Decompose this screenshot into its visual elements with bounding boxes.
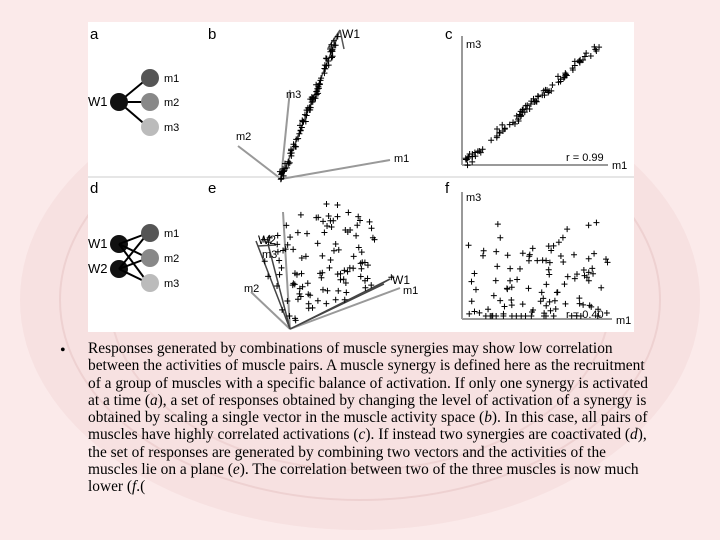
scatter-marker bbox=[298, 212, 304, 218]
scatter-marker bbox=[298, 128, 304, 134]
scatter-marker bbox=[497, 298, 503, 304]
axis-label-m1: m1 bbox=[403, 285, 419, 297]
scatter-marker bbox=[324, 288, 330, 294]
scatter-marker bbox=[565, 274, 571, 280]
scatter-marker bbox=[576, 295, 582, 301]
scatter-marker bbox=[605, 259, 611, 265]
scatter-marker bbox=[287, 234, 293, 240]
panel-a bbox=[110, 69, 159, 136]
scatter-marker bbox=[494, 263, 500, 269]
scatter-marker bbox=[336, 247, 342, 253]
scatter-marker bbox=[505, 252, 511, 258]
scatter-marker bbox=[603, 256, 609, 262]
scatter-marker bbox=[501, 303, 507, 309]
scatter-marker bbox=[324, 223, 330, 229]
synergy-node-w1 bbox=[110, 93, 128, 111]
scatter-marker bbox=[469, 298, 475, 304]
scatter-marker bbox=[359, 249, 365, 255]
correlation-value: r = 0.99 bbox=[566, 152, 604, 164]
scatter-marker bbox=[298, 294, 304, 300]
caption-ref-f: f bbox=[132, 478, 137, 496]
scatter-marker bbox=[471, 271, 477, 277]
scatter-marker bbox=[320, 218, 326, 224]
scatter-marker bbox=[369, 225, 375, 231]
caption-text: ). If instead two synergies are coactivated ( bbox=[365, 426, 631, 444]
scatter-marker bbox=[304, 231, 310, 237]
caption-ref-b: b bbox=[484, 409, 492, 427]
scatter-marker bbox=[598, 285, 604, 291]
axis-label-m3: m3 bbox=[466, 192, 482, 204]
scatter-marker bbox=[526, 285, 532, 291]
scatter-marker bbox=[315, 240, 321, 246]
panel-b-axes bbox=[238, 90, 390, 179]
muscle-node-m1 bbox=[141, 69, 159, 87]
scatter-marker bbox=[358, 274, 364, 280]
caption-text: .( bbox=[136, 478, 146, 496]
scatter-marker bbox=[549, 82, 555, 88]
scatter-marker bbox=[493, 249, 499, 255]
scatter-marker bbox=[306, 301, 312, 307]
scatter-marker bbox=[564, 226, 570, 232]
scatter-marker bbox=[296, 131, 302, 137]
axis-label-m1: m1 bbox=[616, 315, 632, 327]
scatter-marker bbox=[351, 253, 357, 259]
node-label-w2: W2 bbox=[88, 261, 108, 276]
scatter-marker bbox=[335, 214, 341, 220]
scatter-marker bbox=[495, 221, 501, 227]
scatter-marker bbox=[508, 297, 514, 303]
node-label-m2: m2 bbox=[164, 97, 180, 109]
axis-label-m3: m3 bbox=[286, 89, 302, 101]
scatter-marker bbox=[362, 259, 368, 265]
scatter-marker bbox=[350, 265, 356, 271]
scatter-marker bbox=[326, 265, 332, 271]
scatter-marker bbox=[466, 311, 472, 317]
figure-canvas bbox=[88, 22, 634, 332]
muscle-node-m1 bbox=[141, 224, 159, 242]
scatter-marker bbox=[586, 256, 592, 262]
muscle-node-m3 bbox=[141, 274, 159, 292]
scatter-marker bbox=[334, 202, 340, 208]
scatter-marker bbox=[586, 222, 592, 228]
scatter-marker bbox=[353, 233, 359, 239]
scatter-marker bbox=[279, 265, 285, 271]
scatter-marker bbox=[296, 291, 302, 297]
scatter-marker bbox=[588, 53, 594, 59]
scatter-marker bbox=[354, 222, 360, 228]
scatter-marker bbox=[356, 245, 362, 251]
scatter-marker bbox=[543, 281, 549, 287]
scatter-marker bbox=[331, 248, 337, 254]
scatter-marker bbox=[558, 253, 564, 259]
panel-label-a: a bbox=[90, 26, 99, 43]
vector-label-w2: W2 bbox=[258, 233, 276, 247]
axis-label-m2: m2 bbox=[236, 131, 252, 143]
scatter-marker bbox=[530, 245, 536, 251]
scatter-marker bbox=[560, 235, 566, 241]
scatter-marker bbox=[555, 289, 561, 295]
scatter-marker bbox=[337, 277, 343, 283]
scatter-marker bbox=[520, 301, 526, 307]
panel-b-points bbox=[277, 34, 341, 183]
scatter-marker bbox=[345, 210, 351, 216]
scatter-marker bbox=[367, 219, 373, 225]
scatter-marker bbox=[485, 306, 491, 312]
node-label-w1: W1 bbox=[88, 236, 108, 251]
scatter-marker bbox=[507, 278, 513, 284]
scatter-marker bbox=[277, 272, 283, 278]
caption-text: ), a set of responses obtained by changing the level of activation of a synergy is obtained by scaling a single vector in the muscle activity space ( bbox=[88, 391, 647, 427]
scatter-marker bbox=[514, 276, 520, 282]
scatter-marker bbox=[328, 257, 334, 263]
scatter-marker bbox=[323, 201, 329, 207]
node-label-w1: W1 bbox=[88, 94, 108, 109]
scatter-marker bbox=[517, 266, 523, 272]
figure-caption bbox=[88, 340, 648, 496]
correlation-value: r = 0.40 bbox=[566, 309, 604, 321]
scatter-marker bbox=[476, 310, 482, 316]
scatter-marker bbox=[320, 287, 326, 293]
scatter-marker bbox=[469, 159, 475, 165]
node-label-m3: m3 bbox=[164, 278, 180, 290]
caption-ref-c: c bbox=[358, 426, 366, 444]
scatter-marker bbox=[590, 271, 596, 277]
muscle-node-m3 bbox=[141, 118, 159, 136]
node-label-m2: m2 bbox=[164, 253, 180, 265]
node-label-m3: m3 bbox=[164, 122, 180, 134]
scatter-marker bbox=[321, 229, 327, 235]
muscle-node-m2 bbox=[141, 249, 159, 267]
scatter-marker bbox=[471, 308, 477, 314]
caption-text: ). The correlation between two of the three muscles is now much lower ( bbox=[88, 461, 639, 496]
synergy-figure bbox=[88, 22, 634, 332]
panel-label-b: b bbox=[208, 26, 217, 43]
panel-d bbox=[110, 224, 159, 292]
scatter-marker bbox=[546, 267, 552, 273]
scatter-marker bbox=[561, 281, 567, 287]
panel-c-points bbox=[463, 44, 602, 168]
scatter-marker bbox=[335, 34, 341, 40]
caption-text: Responses generated by combinations of muscle synergies may show low correlation between the activities of muscle pairs. A muscle synergy is defined here as the recruitment of a group of muscles with a specific balance of activation. If only one synergy is activated at a time ( bbox=[88, 340, 649, 409]
scatter-marker bbox=[358, 266, 364, 272]
scatter-marker bbox=[323, 301, 329, 307]
axis-label-m2: m2 bbox=[244, 283, 260, 295]
vector-label-w1: W1 bbox=[392, 273, 410, 287]
scatter-marker bbox=[465, 162, 471, 168]
scatter-marker bbox=[548, 308, 554, 314]
panel-label-d: d bbox=[90, 180, 99, 197]
scatter-marker bbox=[343, 290, 349, 296]
scatter-marker bbox=[497, 235, 503, 241]
caption-ref-d: d bbox=[630, 426, 638, 444]
scatter-marker bbox=[562, 301, 568, 307]
scatter-marker bbox=[473, 287, 479, 293]
panel-f-points bbox=[466, 220, 611, 319]
caption-ref-e: e bbox=[232, 461, 240, 479]
scatter-marker bbox=[468, 279, 474, 285]
scatter-marker bbox=[304, 112, 310, 118]
scatter-marker bbox=[315, 298, 321, 304]
scatter-marker bbox=[583, 50, 589, 56]
scatter-marker bbox=[534, 258, 540, 264]
muscle-node-m2 bbox=[141, 93, 159, 111]
panel-label-c: c bbox=[445, 26, 453, 43]
bullet-marker: • bbox=[60, 342, 66, 359]
scatter-marker bbox=[556, 239, 562, 245]
scatter-marker bbox=[310, 305, 316, 311]
axis-label-m1: m1 bbox=[612, 160, 628, 172]
scatter-marker bbox=[295, 230, 301, 236]
axis-label-m3: m3 bbox=[262, 249, 278, 261]
scatter-marker bbox=[335, 288, 341, 294]
vector-label-w1: W1 bbox=[342, 27, 360, 41]
scatter-marker bbox=[589, 265, 595, 271]
scatter-marker bbox=[329, 224, 335, 230]
scatter-marker bbox=[290, 246, 296, 252]
scatter-marker bbox=[520, 250, 526, 256]
scatter-marker bbox=[305, 280, 311, 286]
scatter-marker bbox=[552, 298, 558, 304]
scatter-marker bbox=[604, 310, 610, 316]
scatter-marker bbox=[488, 137, 494, 143]
scatter-marker bbox=[593, 220, 599, 226]
scatter-marker bbox=[333, 297, 339, 303]
scatter-marker bbox=[540, 257, 546, 263]
scatter-marker bbox=[318, 275, 324, 281]
scatter-marker bbox=[365, 262, 371, 268]
caption-text: ). In this case, all pairs of muscles have highly correlated activations ( bbox=[88, 409, 648, 444]
scatter-marker bbox=[539, 289, 545, 295]
scatter-marker bbox=[284, 298, 290, 304]
scatter-marker bbox=[491, 293, 497, 299]
scatter-marker bbox=[543, 303, 549, 309]
scatter-marker bbox=[480, 253, 486, 259]
node-label-m1: m1 bbox=[164, 228, 180, 240]
caption-ref-a: a bbox=[149, 391, 158, 409]
scatter-marker bbox=[466, 242, 472, 248]
scatter-marker bbox=[341, 267, 347, 273]
scatter-marker bbox=[507, 266, 513, 272]
panel-label-e: e bbox=[208, 180, 217, 197]
scatter-marker bbox=[319, 253, 325, 259]
scatter-marker bbox=[571, 252, 577, 258]
scatter-marker bbox=[295, 296, 301, 302]
scatter-marker bbox=[481, 248, 487, 254]
scatter-marker bbox=[547, 299, 553, 305]
scatter-marker bbox=[580, 302, 586, 308]
node-label-m1: m1 bbox=[164, 73, 180, 85]
axis-label-m1: m1 bbox=[394, 153, 410, 165]
caption-text: ), the set of responses are generated by combining two vectors and the activities of the muscles lie on a plane ( bbox=[88, 426, 647, 479]
scatter-marker bbox=[591, 251, 597, 257]
axis-label-m3: m3 bbox=[466, 39, 482, 51]
scatter-marker bbox=[577, 301, 583, 307]
scatter-marker bbox=[333, 241, 339, 247]
scatter-marker bbox=[560, 259, 566, 265]
scatter-marker bbox=[299, 271, 305, 277]
scatter-marker bbox=[493, 278, 499, 284]
scatter-marker bbox=[553, 306, 559, 312]
panel-label-f: f bbox=[445, 180, 450, 197]
scatter-marker bbox=[335, 271, 341, 277]
scatter-marker bbox=[587, 302, 593, 308]
scatter-marker bbox=[509, 302, 515, 308]
scatter-marker bbox=[546, 271, 552, 277]
scatter-marker bbox=[526, 258, 532, 264]
